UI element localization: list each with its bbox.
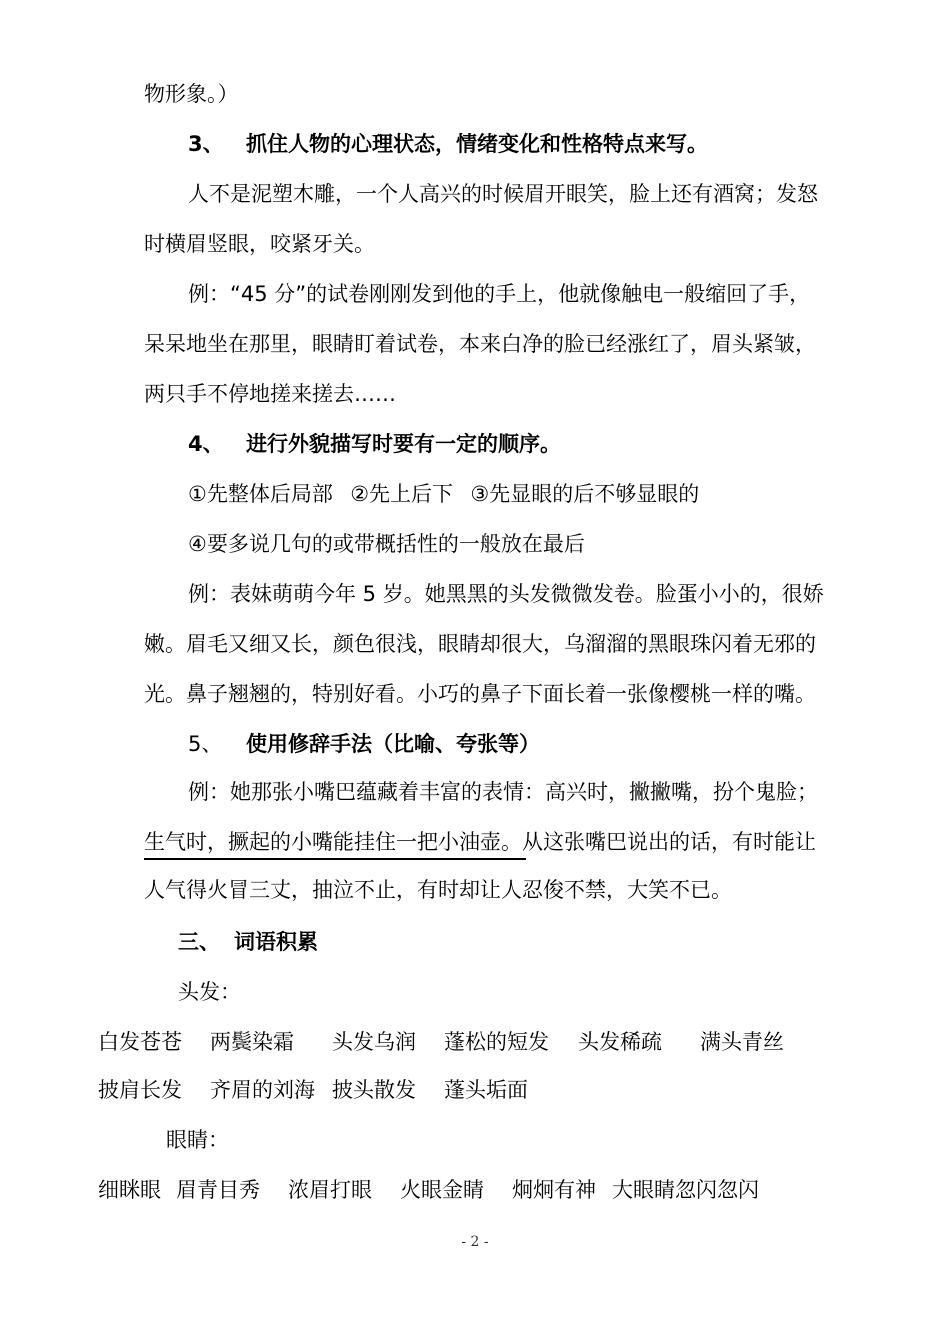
word-item: 头发乌润 bbox=[332, 1030, 416, 1054]
word-item: 火眼金睛 bbox=[400, 1178, 484, 1202]
section-heading-number: 三、 bbox=[178, 930, 220, 954]
paragraph-line: 两只手不停地搓来搓去…… bbox=[144, 382, 396, 406]
page-number: - 2 - bbox=[461, 1234, 489, 1250]
paragraph-continuation: 物形象。） bbox=[144, 82, 239, 106]
underline-rule bbox=[144, 858, 526, 860]
paragraph-line: 例：表妹萌萌今年 5 岁。她黑黑的头发微微发卷。脸蛋小小的，很娇 bbox=[188, 582, 824, 606]
heading-5-number: 5、 bbox=[188, 732, 223, 756]
hair-words-row-2 bbox=[98, 1076, 528, 1104]
word-item: 蓬头垢面 bbox=[444, 1078, 528, 1102]
order-list-line bbox=[188, 480, 699, 508]
word-item: 披肩长发 bbox=[98, 1078, 182, 1102]
heading-4-number: 4、 bbox=[188, 432, 224, 456]
word-item: 齐眉的刘海 bbox=[210, 1078, 315, 1102]
heading-5-text: 使用修辞手法（比喻、夸张等） bbox=[246, 732, 540, 756]
heading-5 bbox=[188, 730, 540, 758]
eye-words-row-1 bbox=[98, 1176, 759, 1204]
order-item-3: ③先显眼的后不够显眼的 bbox=[470, 482, 700, 506]
heading-3-text: 抓住人物的心理状态，情绪变化和性格特点来写。 bbox=[246, 132, 708, 156]
heading-3-number: 3、 bbox=[188, 132, 224, 156]
word-item: 披头散发 bbox=[332, 1078, 416, 1102]
word-item: 浓眉打眼 bbox=[288, 1178, 372, 1202]
paragraph-line: 时横眉竖眼，咬紧牙关。 bbox=[144, 232, 375, 256]
paragraph-line: 光。鼻子翘翘的，特别好看。小巧的鼻子下面长着一张像樱桃一样的嘴。 bbox=[144, 682, 816, 706]
order-item-1: ①先整体后局部 bbox=[188, 482, 333, 506]
hair-label: 头发： bbox=[178, 980, 241, 1004]
word-item: 头发稀疏 bbox=[578, 1030, 662, 1054]
hair-words-row-1 bbox=[98, 1028, 784, 1056]
paragraph-line: 人气得火冒三丈，抽泣不止，有时却让人忍俊不禁，大笑不已。 bbox=[144, 878, 732, 902]
word-item: 大眼睛忽闪忽闪 bbox=[612, 1178, 759, 1202]
word-item: 两鬓染霜 bbox=[210, 1030, 294, 1054]
section-heading-text: 词语积累 bbox=[234, 930, 318, 954]
word-item: 细眯眼 bbox=[98, 1178, 161, 1202]
order-item-4: ④要多说几句的或带概括性的一般放在最后 bbox=[188, 532, 585, 556]
word-item: 蓬松的短发 bbox=[444, 1030, 549, 1054]
heading-4-text: 进行外貌描写时要有一定的顺序。 bbox=[246, 432, 561, 456]
paragraph-line: 例：她那张小嘴巴蕴藏着丰富的表情：高兴时，撇撇嘴，扮个鬼脸； bbox=[188, 780, 818, 804]
heading-4 bbox=[188, 430, 561, 458]
word-item: 眉青目秀 bbox=[176, 1178, 260, 1202]
section-heading-san bbox=[178, 928, 318, 956]
paragraph-line: 例：“45 分”的试卷刚刚发到他的手上，他就像触电一般缩回了手， bbox=[188, 282, 811, 306]
word-item: 白发苍苍 bbox=[98, 1030, 182, 1054]
paragraph-line: 人不是泥塑木雕，一个人高兴的时候眉开眼笑，脸上还有酒窝；发怒 bbox=[188, 182, 818, 206]
paragraph-line: 嫩。眉毛又细又长，颜色很浅，眼睛却很大，乌溜溜的黑眼珠闪着无邪的 bbox=[144, 632, 816, 656]
word-item: 炯炯有神 bbox=[512, 1178, 596, 1202]
paragraph-line: 生气时，撅起的小嘴能挂住一把小油壶。从这张嘴巴说出的话，有时能让 bbox=[144, 830, 816, 854]
eyes-label: 眼睛： bbox=[166, 1128, 229, 1152]
paragraph-line: 呆呆地坐在那里，眼睛盯着试卷，本来白净的脸已经涨红了，眉头紧皱， bbox=[144, 332, 816, 356]
word-item: 满头青丝 bbox=[700, 1030, 784, 1054]
heading-3 bbox=[188, 130, 708, 158]
order-item-2: ②先上后下 bbox=[350, 482, 454, 506]
